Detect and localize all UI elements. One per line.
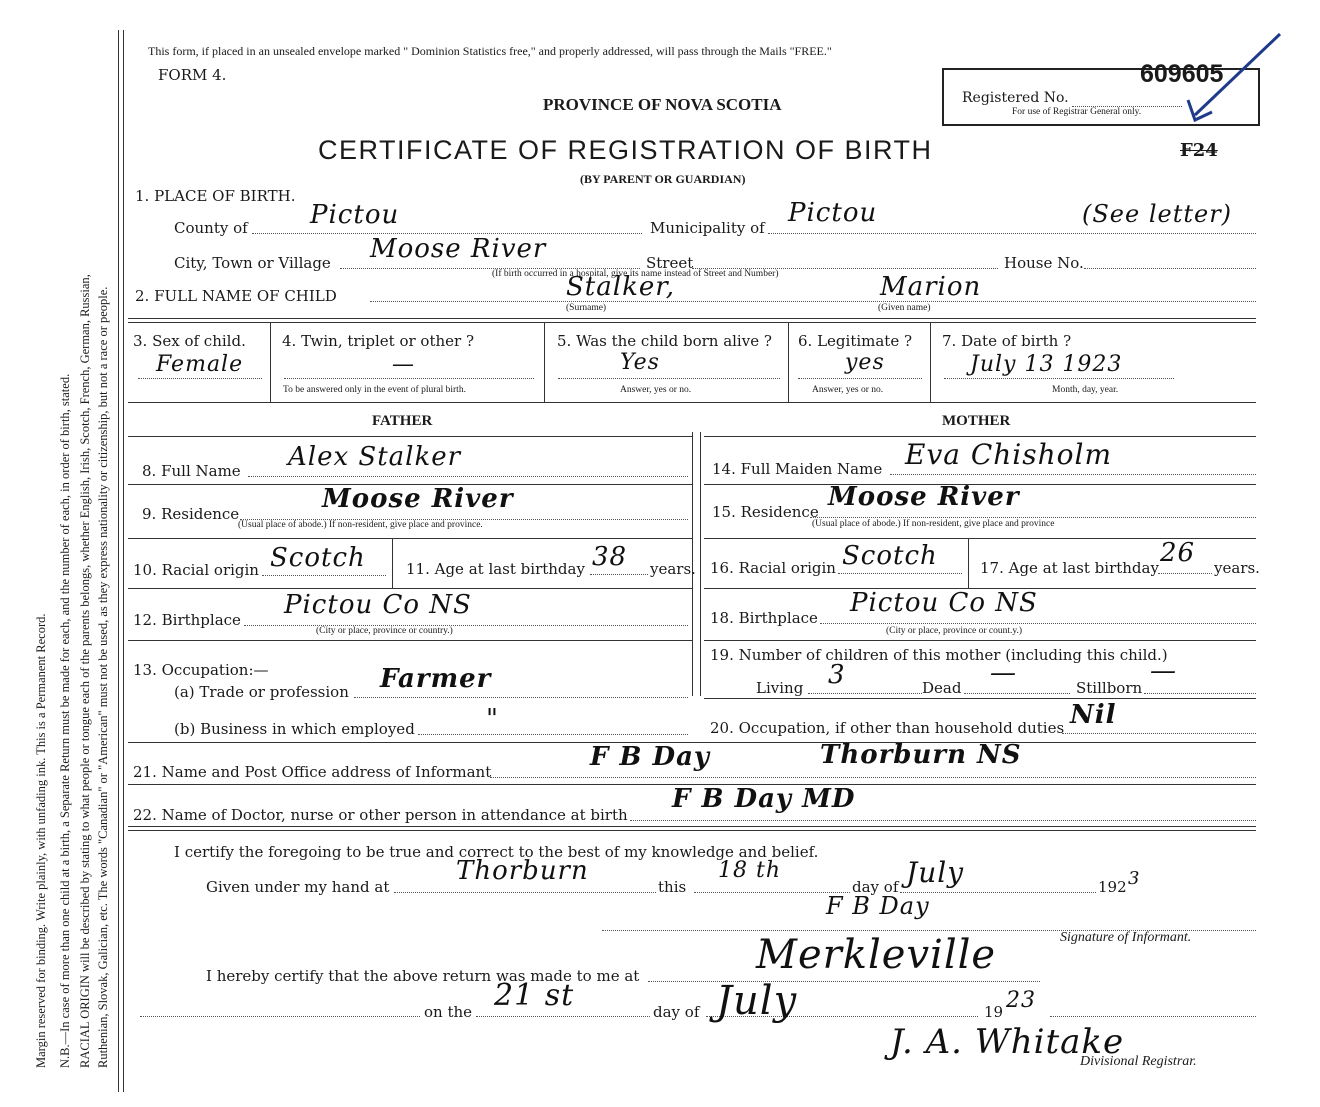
city-value: Moose River xyxy=(370,234,547,264)
father-age-value: 38 xyxy=(592,542,628,572)
dead-dots xyxy=(964,693,1070,694)
rule-19-bottom xyxy=(704,698,1256,699)
registrar-signature: J. A. Whitake xyxy=(890,1022,1125,1062)
street-label: Street xyxy=(646,254,694,272)
center-divider-2 xyxy=(700,432,701,696)
rule-row3-top-2 xyxy=(128,322,1256,323)
living-dots xyxy=(808,693,922,694)
father-heading: FATHER xyxy=(372,413,433,429)
legitimate-label: 6. Legitimate ? xyxy=(798,332,913,350)
sex-dots xyxy=(138,378,262,379)
given-year-digit: 3 xyxy=(1128,868,1141,889)
mother-occupation-dots xyxy=(1062,733,1256,734)
trade-label: (a) Trade or profession xyxy=(174,683,349,701)
born-alive-caption: Answer, yes or no. xyxy=(620,385,692,395)
rule-10-bottom xyxy=(128,588,692,589)
mother-birthplace-value: Pictou Co NS xyxy=(850,588,1038,618)
informant-signature-caption: Signature of Informant. xyxy=(1060,930,1192,945)
father-name-label: 8. Full Name xyxy=(142,462,241,480)
mother-age-divider xyxy=(968,538,969,588)
given-day-value: 18 th xyxy=(718,858,781,883)
informant-label: 21. Name and Post Office address of Informant xyxy=(133,763,492,781)
doctor-label: 22. Name of Doctor, nurse or other person in attendance at birth xyxy=(133,806,628,824)
trade-value: Farmer xyxy=(380,664,492,694)
trade-dots xyxy=(354,697,688,698)
rule-22-bottom xyxy=(128,826,1256,827)
given-under-label: Given under my hand at xyxy=(206,878,390,896)
mother-years-label: years. xyxy=(1214,559,1260,577)
mother-age-label: 17. Age at last birthday xyxy=(980,559,1159,577)
county-value: Pictou xyxy=(310,200,400,230)
registrar-year-digit: 23 xyxy=(1006,988,1036,1013)
business-label: (b) Business in which employed xyxy=(174,720,415,738)
municipality-dots xyxy=(768,233,1256,234)
house-dots xyxy=(1084,268,1256,269)
postal-notice: This form, if placed in an unsealed envelope marked " Dominion Statistics free," and properly addressed, will pass through the Mails "FREE." xyxy=(148,44,832,58)
dob-value: July 13 1923 xyxy=(970,352,1123,377)
given-month-value: July xyxy=(906,856,965,889)
legitimate-value: yes xyxy=(845,350,885,375)
father-residence-value: Moose River xyxy=(322,484,514,514)
municipality-value: Pictou xyxy=(788,198,878,228)
rule-row3-top xyxy=(128,318,1256,319)
sex-label: 3. Sex of child. xyxy=(133,332,246,350)
dob-caption: Month, day, year. xyxy=(1052,385,1119,395)
mother-age-value: 26 xyxy=(1160,538,1196,568)
registrar-month-value: July xyxy=(716,978,798,1024)
stillborn-label: Stillborn xyxy=(1076,679,1143,697)
mother-residence-label: 15. Residence xyxy=(712,503,819,521)
mother-name-label: 14. Full Maiden Name xyxy=(712,460,883,478)
row3-divider-2 xyxy=(544,322,545,402)
business-value: " xyxy=(486,704,499,734)
mother-age-dots xyxy=(1158,573,1212,574)
dob-label: 7. Date of birth ? xyxy=(942,332,1072,350)
father-age-divider xyxy=(392,538,393,588)
row3-divider-1 xyxy=(270,322,271,402)
mother-birthplace-dots xyxy=(820,623,1256,624)
certificate-title: CERTIFICATE OF REGISTRATION OF BIRTH xyxy=(318,135,933,165)
children-count-label: 19. Number of children of this mother (including this child.) xyxy=(710,646,1168,664)
living-value: 3 xyxy=(828,660,846,690)
mother-racial-dots xyxy=(838,573,962,574)
father-name-value: Alex Stalker xyxy=(288,442,462,472)
father-racial-label: 10. Racial origin xyxy=(133,561,259,579)
day-of-label: day of xyxy=(852,878,899,896)
county-label: County of xyxy=(174,219,248,237)
twin-value: — xyxy=(392,352,415,377)
this-label: this xyxy=(658,878,687,896)
born-alive-label: 5. Was the child born alive ? xyxy=(557,332,772,350)
sex-value: Female xyxy=(156,352,244,377)
on-the-label: on the xyxy=(424,1003,473,1021)
form-number: FORM 4. xyxy=(158,66,227,84)
city-label: City, Town or Village xyxy=(174,254,331,272)
margin-note-1: Margin reserved for binding. Write plainly, with unfading ink. This is a Permanent Record. xyxy=(34,613,48,1068)
dead-label: Dead xyxy=(922,679,962,697)
father-age-dots xyxy=(590,574,648,575)
rule-father-top xyxy=(128,436,692,437)
mother-occupation-label: 20. Occupation, if other than household duties xyxy=(710,719,1065,737)
given-caption: (Given name) xyxy=(878,303,931,313)
father-name-dots xyxy=(248,476,688,477)
municipality-label: Municipality of xyxy=(650,219,765,237)
registered-label: Registered No. xyxy=(962,90,1069,106)
born-alive-dots xyxy=(558,378,780,379)
mother-heading: MOTHER xyxy=(942,413,1011,429)
legitimate-dots xyxy=(798,378,922,379)
registrar-day-of-label: day of xyxy=(653,1003,700,1021)
informant-name: F B Day xyxy=(590,742,711,772)
rule-12-bottom xyxy=(128,640,692,641)
certificate-subtitle: (BY PARENT OR GUARDIAN) xyxy=(580,172,746,186)
province-heading: PROVINCE OF NOVA SCOTIA xyxy=(543,95,782,114)
registrar-note: For use of Registrar General only. xyxy=(1012,107,1142,117)
occupation-label: 13. Occupation:— xyxy=(133,661,269,679)
given-place-dots xyxy=(394,892,656,893)
father-residence-label: 9. Residence xyxy=(142,505,240,523)
registrar-signature-caption: Divisional Registrar. xyxy=(1080,1054,1197,1069)
mother-racial-value: Scotch xyxy=(842,541,938,571)
registrar-year-prefix: 19 xyxy=(984,1003,1004,1021)
father-birthplace-value: Pictou Co NS xyxy=(284,590,472,620)
father-birthplace-caption: (City or place, province or country.) xyxy=(316,626,453,636)
mother-birthplace-label: 18. Birthplace xyxy=(710,609,818,627)
twin-label: 4. Twin, triplet or other ? xyxy=(282,332,474,350)
child-given-name: Marion xyxy=(880,272,982,302)
informant-dots xyxy=(490,777,1256,778)
rule-mother-top xyxy=(704,436,1256,437)
margin-note-3: RACIAL ORIGIN will be described by stating to what people or tongue each of the parents belongs, whether English, Irish, Scotch, French, German, Russian, xyxy=(78,274,92,1068)
registrar-right-dots xyxy=(1050,1016,1256,1017)
living-label: Living xyxy=(756,679,804,697)
registrar-place-value: Merkleville xyxy=(756,932,997,978)
see-letter-note: (See letter) xyxy=(1082,200,1233,228)
child-surname: Stalker, xyxy=(566,272,676,302)
binding-line xyxy=(118,30,119,1092)
rule-18-bottom xyxy=(704,640,1256,641)
place-of-birth-label: 1. PLACE OF BIRTH. xyxy=(135,187,296,205)
registrar-place-dots xyxy=(648,981,1040,982)
mother-name-dots xyxy=(890,474,1256,475)
twin-caption: To be answered only in the event of plural birth. xyxy=(283,385,466,395)
father-racial-value: Scotch xyxy=(270,543,366,573)
mother-residence-value: Moose River xyxy=(828,482,1020,512)
child-name-label: 2. FULL NAME OF CHILD xyxy=(135,287,337,305)
registrar-day-dots xyxy=(476,1016,650,1017)
struck-code: F24 xyxy=(1180,140,1218,161)
certify-text: I certify the foregoing to be true and correct to the best of my knowledge and belief. xyxy=(174,843,819,861)
twin-dots xyxy=(284,378,534,379)
registrar-text: I hereby certify that the above return was made to me at xyxy=(206,967,640,985)
father-residence-caption: (Usual place of abode.) If non-resident, give place and province. xyxy=(238,520,483,530)
registrar-left-dots xyxy=(140,1016,420,1017)
given-place-value: Thorburn xyxy=(456,856,589,886)
born-alive-value: Yes xyxy=(620,350,660,375)
registrar-check-mark xyxy=(1180,20,1290,135)
dead-value: — xyxy=(990,658,1017,688)
dob-dots xyxy=(944,378,1174,379)
father-years-label: years. xyxy=(650,560,696,578)
mother-birthplace-caption: (City or place, province or count.y.) xyxy=(886,626,1023,636)
informant-signature: F B Day xyxy=(826,892,930,920)
registrar-day-value: 21 st xyxy=(494,978,575,1013)
legitimate-caption: Answer, yes or no. xyxy=(812,385,884,395)
rule-22-bottom-2 xyxy=(128,830,1256,831)
father-birthplace-dots xyxy=(244,625,688,626)
stillborn-dots xyxy=(1144,693,1256,694)
mother-racial-label: 16. Racial origin xyxy=(710,559,836,577)
mother-residence-dots xyxy=(810,517,1256,518)
father-birthplace-label: 12. Birthplace xyxy=(133,611,241,629)
father-age-label: 11. Age at last birthday xyxy=(406,560,585,578)
registered-number: 609605 xyxy=(1140,60,1224,88)
binding-line-2 xyxy=(123,30,124,1092)
stillborn-value: — xyxy=(1150,656,1177,686)
surname-caption: (Surname) xyxy=(566,303,607,313)
mother-name-value: Eva Chisholm xyxy=(905,438,1113,471)
rule-row3-bottom xyxy=(128,402,1256,403)
given-year-prefix: 192 xyxy=(1098,878,1127,896)
doctor-value: F B Day MD xyxy=(672,784,856,814)
father-racial-dots xyxy=(262,575,386,576)
house-label: House No. xyxy=(1004,254,1084,272)
mother-residence-caption: (Usual place of abode.) If non-resident, give place and province xyxy=(812,519,1055,529)
business-dots xyxy=(418,734,688,735)
margin-note-4: Ruthenian, Slovak, Galician, etc. The words "Canadian" or "American" must not be used, as they express nationality or citizenship, but not a race or people. xyxy=(96,286,110,1068)
doctor-dots xyxy=(630,820,1256,821)
informant-address: Thorburn NS xyxy=(820,740,1022,770)
rule-9-bottom xyxy=(128,538,692,539)
row3-divider-3 xyxy=(788,322,789,402)
mother-occupation-value: Nil xyxy=(1070,700,1117,730)
row3-divider-4 xyxy=(930,322,931,402)
child-name-dots xyxy=(370,301,1256,302)
hospital-note: (If birth occurred in a hospital, give its name instead of Street and Number) xyxy=(492,269,779,279)
margin-note-2: N.B.—In case of more than one child at a birth, a Separate Return must be made for each, and the number of each, in order of birth, stated. xyxy=(58,373,72,1068)
